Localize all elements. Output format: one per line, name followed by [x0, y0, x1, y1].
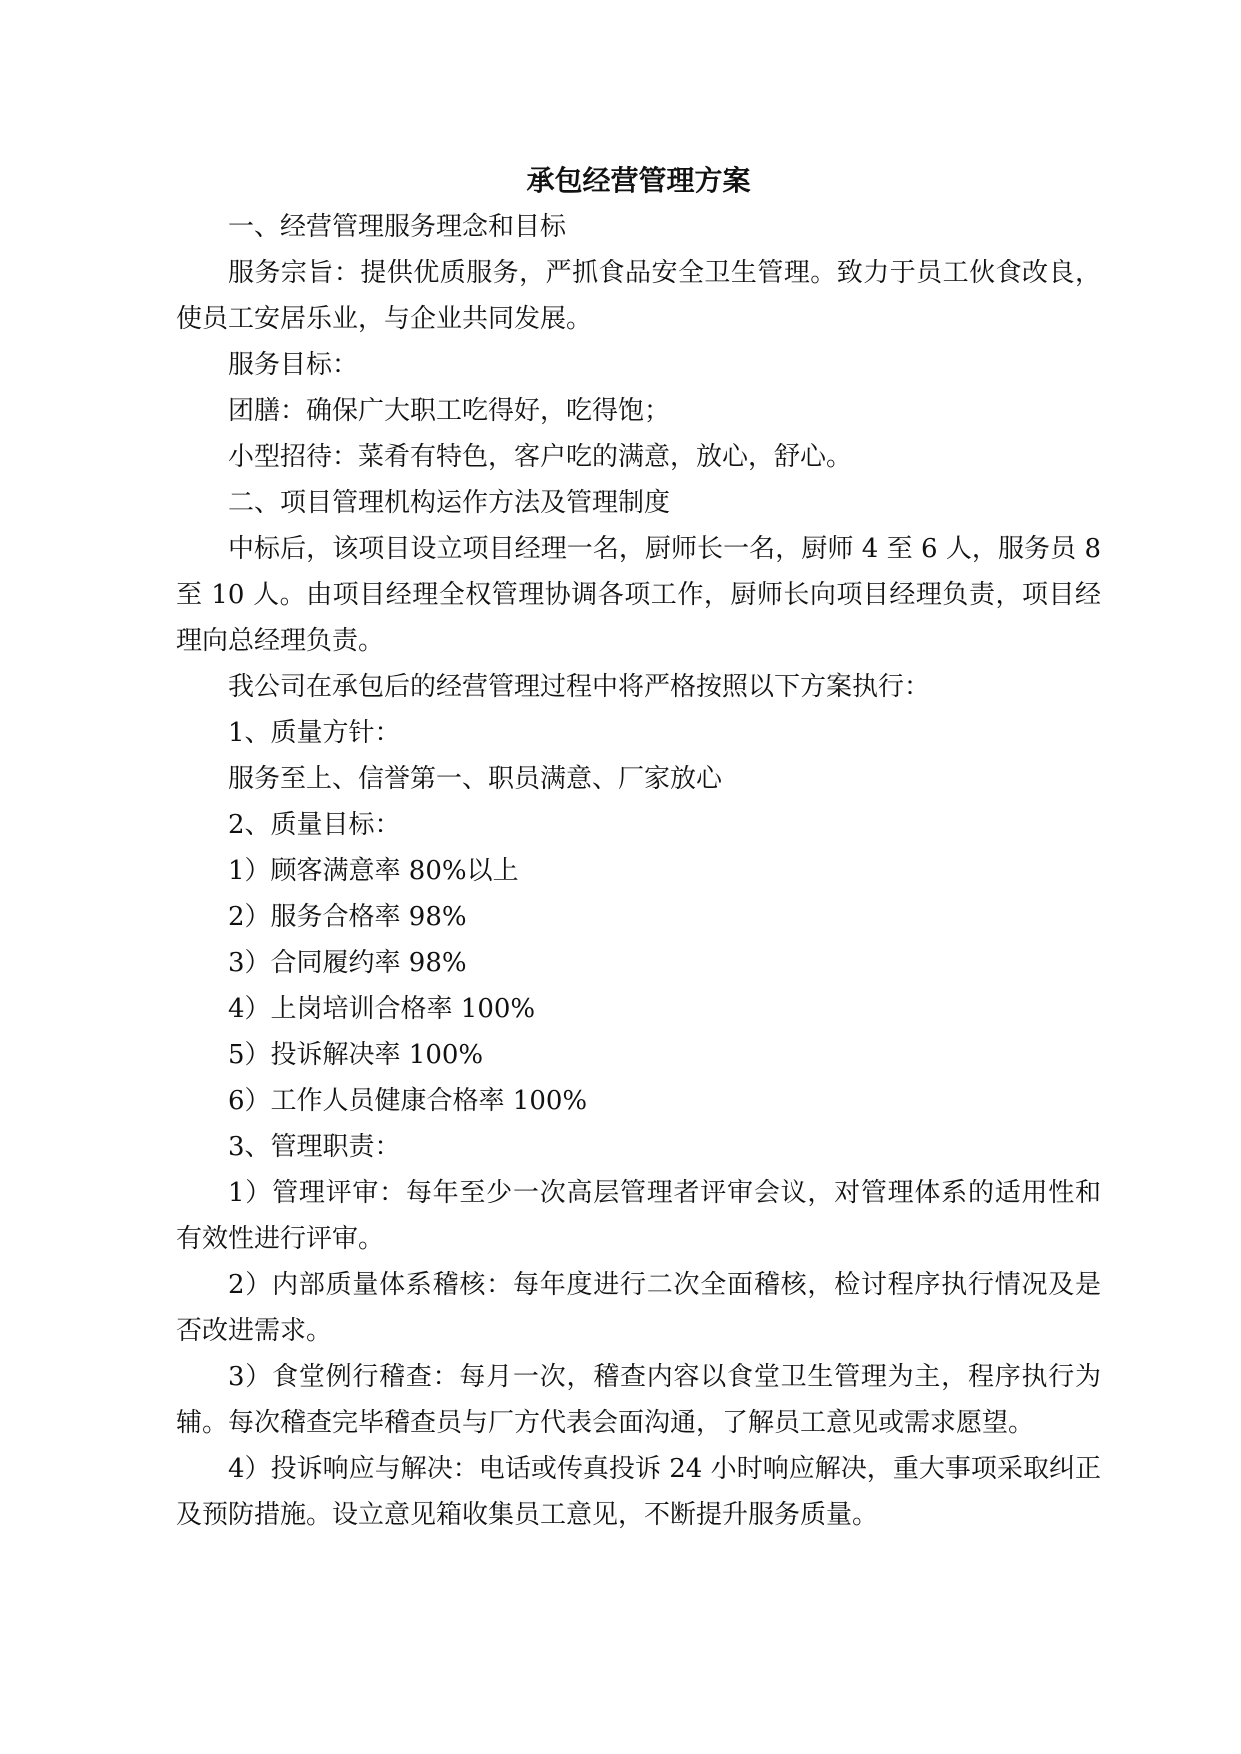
- small-reception-goal: 小型招待：菜肴有特色，客户吃的满意，放心，舒心。: [228, 442, 853, 472]
- quality-policy-text: 服务至上、信誉第一、职员满意、厂家放心: [228, 764, 723, 794]
- execution-intro: 我公司在承包后的经营管理过程中将严格按照以下方案执行：: [228, 672, 931, 702]
- quality-target-item: 2）服务合格率 98%: [228, 902, 467, 932]
- quality-target-heading: 2、质量目标：: [228, 810, 401, 840]
- quality-target-item: 5）投诉解决率 100%: [228, 1040, 484, 1070]
- quality-target-item: 6）工作人员健康合格率 100%: [228, 1086, 588, 1116]
- service-goal-label: 服务目标：: [228, 350, 359, 380]
- service-purpose-paragraph: 服务宗旨：提供优质服务，严抓食品安全卫生管理。致力于员工伙食改良，使员工安居乐业，与企业共同发展。: [176, 258, 1101, 334]
- staffing-paragraph: 中标后，该项目设立项目经理一名，厨师长一名，厨师 4 至 6 人，服务员 8 至 10 人。由项目经理全权管理协调各项工作，厨师长向项目经理负责，项目经理向总经理负责。: [176, 534, 1101, 656]
- quality-target-item: 1）顾客满意率 80%以上: [228, 856, 519, 886]
- canteen-inspection-paragraph: 3）食堂例行稽查：每月一次，稽查内容以食堂卫生管理为主，程序执行为辅。每次稽查完毕稽查员与厂方代表会面沟通，了解员工意见或需求愿望。: [176, 1362, 1101, 1438]
- management-duty-heading: 3、管理职责：: [228, 1132, 401, 1162]
- group-meal-goal: 团膳：确保广大职工吃得好，吃得饱；: [228, 396, 671, 426]
- quality-policy-heading: 1、质量方针：: [228, 718, 401, 748]
- section-heading-2: 二、项目管理机构运作方法及管理制度: [228, 488, 671, 518]
- quality-target-item: 4）上岗培训合格率 100%: [228, 994, 536, 1024]
- section-heading-1: 一、经营管理服务理念和目标: [228, 212, 567, 242]
- management-review-paragraph: 1）管理评审：每年至少一次高层管理者评审会议，对管理体系的适用性和有效性进行评审。: [176, 1178, 1101, 1254]
- complaint-response-paragraph: 4）投诉响应与解决：电话或传真投诉 24 小时响应解决，重大事项采取纠正及预防措施。设立意见箱收集员工意见，不断提升服务质量。: [176, 1454, 1101, 1530]
- document-title: 承包经营管理方案: [526, 164, 751, 197]
- quality-target-item: 3）合同履约率 98%: [228, 948, 467, 978]
- internal-audit-paragraph: 2）内部质量体系稽核：每年度进行二次全面稽核，检讨程序执行情况及是否改进需求。: [176, 1270, 1101, 1346]
- document-body: [176, 158, 1101, 1538]
